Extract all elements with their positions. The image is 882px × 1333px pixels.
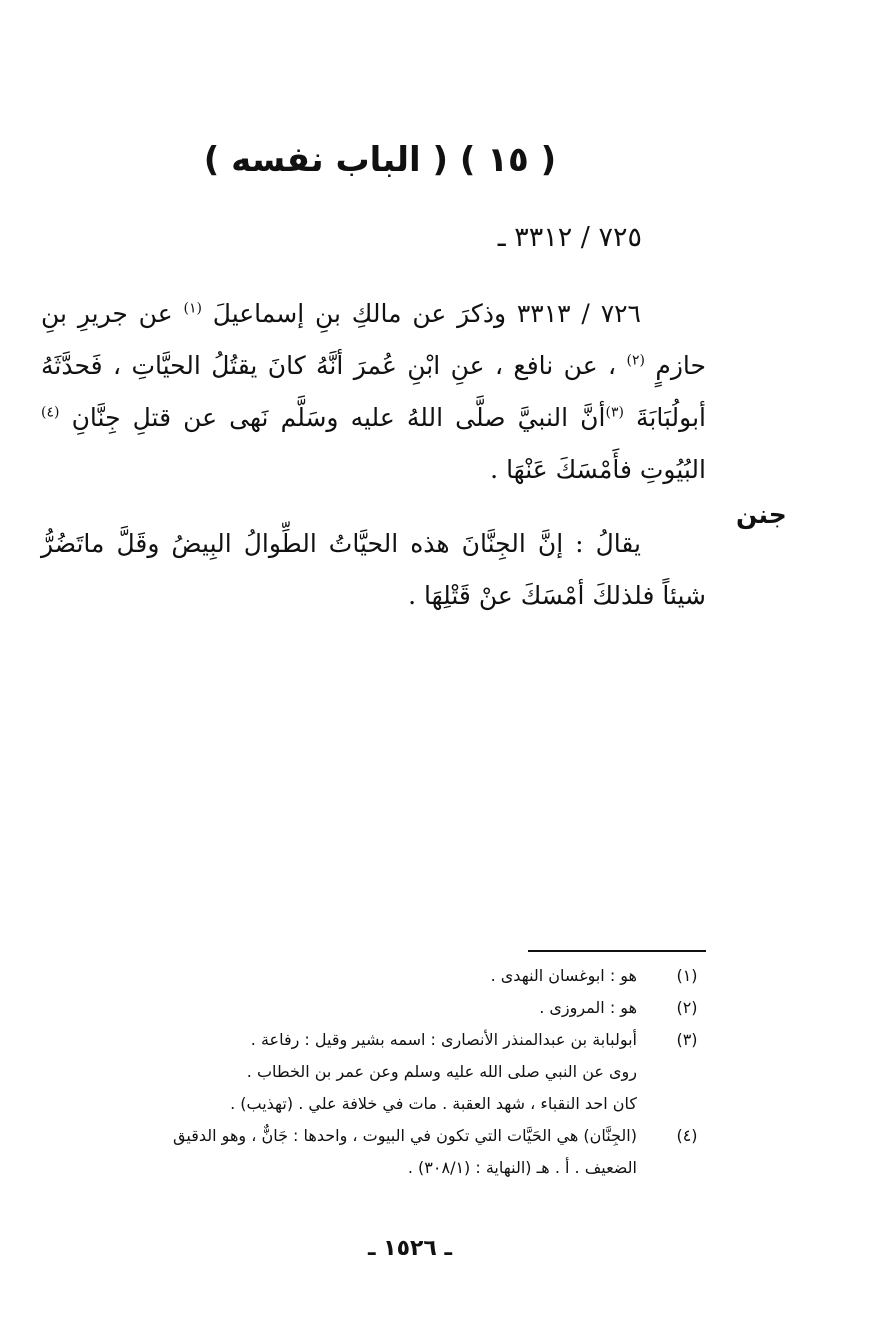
entry-725-number: ٧٢٥ / ٣٣١٢ ـ: [497, 222, 642, 253]
explanation-paragraph: يقالُ : إنَّ الجِنَّانَ هذه الحيَّاتُ الطِّوالُ البِيضُ وقَلَّ ماتَضُرُّ شيئاً فلذلكَ أمْسَكَ عنْ قَتْلِهَا .: [41, 529, 706, 610]
footnote-number: (١): [676, 966, 698, 985]
footnote-ref-1: (١): [183, 300, 202, 317]
chapter-title: ( ١٥ ) ( الباب نفسه ): [203, 140, 557, 180]
footnote-number: (٣): [676, 1030, 698, 1049]
footnote-line: روى عن النبي صلى الله عليه وسلم وعن عمر بن الخطاب .: [246, 1062, 637, 1081]
footnote-4: [57, 1120, 707, 1184]
footnote-line: هو : المروزى .: [539, 998, 637, 1017]
footnotes-section: [57, 960, 707, 1184]
footnote-line: الضعيف . أ . هـ (النهاية : (٣٠٨/١) .: [407, 1158, 637, 1177]
footnote-ref-4: (٤): [41, 404, 60, 421]
footnote-line: كان احد النقباء ، شهد العقبة . مات في خلافة علي . (تهذيب) .: [230, 1094, 637, 1113]
main-text: [41, 288, 706, 622]
footnote-2: [57, 992, 707, 1024]
footnote-3: [57, 1024, 707, 1120]
footnote-line: أبولبابة بن عبدالمنذر الأنصارى : اسمه بشير وقيل : رفاعة .: [250, 1030, 637, 1049]
hadith-text-part5: البُيُوتِ فأَمْسَكَ عَنْهَا .: [490, 455, 706, 484]
footnote-line: هو : ابوغسان النهدى .: [490, 966, 637, 985]
footnote-number: (٤): [676, 1126, 698, 1145]
footnote-ref-3: (٣): [605, 404, 624, 421]
footnote-1: [57, 960, 707, 992]
footnote-separator: [528, 950, 706, 952]
page-number: ـ ١٥٢٦ ـ: [367, 1236, 453, 1261]
hadith-text-part4: أنَّ النبيَّ صلَّى اللهُ عليه وسَلَّم نَهى عن قتلِ جِنَّانِ: [71, 403, 606, 432]
hadith-text-part3: ، عن نافع ، عنِ ابْنِ عُمرَ أنَّهُ كانَ يقتُلُ الحيَّاتِ ، فَحدَّثَهُ أبولُبَابَةَ: [41, 351, 706, 432]
hadith-text-part2: عن جريرِ بنِ حازمٍ: [41, 299, 706, 380]
hadith-paragraph: [41, 288, 706, 496]
footnote-number: (٢): [676, 998, 698, 1017]
margin-keyword: جنن: [736, 500, 787, 529]
footnote-line: (الجِنَّان) هي الحَيَّات التي تكون في البيوت ، واحدها : جَانٌّ ، وهو الدقيق: [173, 1126, 637, 1145]
footnote-ref-2: (٢): [626, 352, 645, 369]
hadith-text-part1: ٧٢٦ / ٣٣١٣ وذكرَ عن مالكِ بنِ إسماعيلَ: [212, 299, 641, 328]
